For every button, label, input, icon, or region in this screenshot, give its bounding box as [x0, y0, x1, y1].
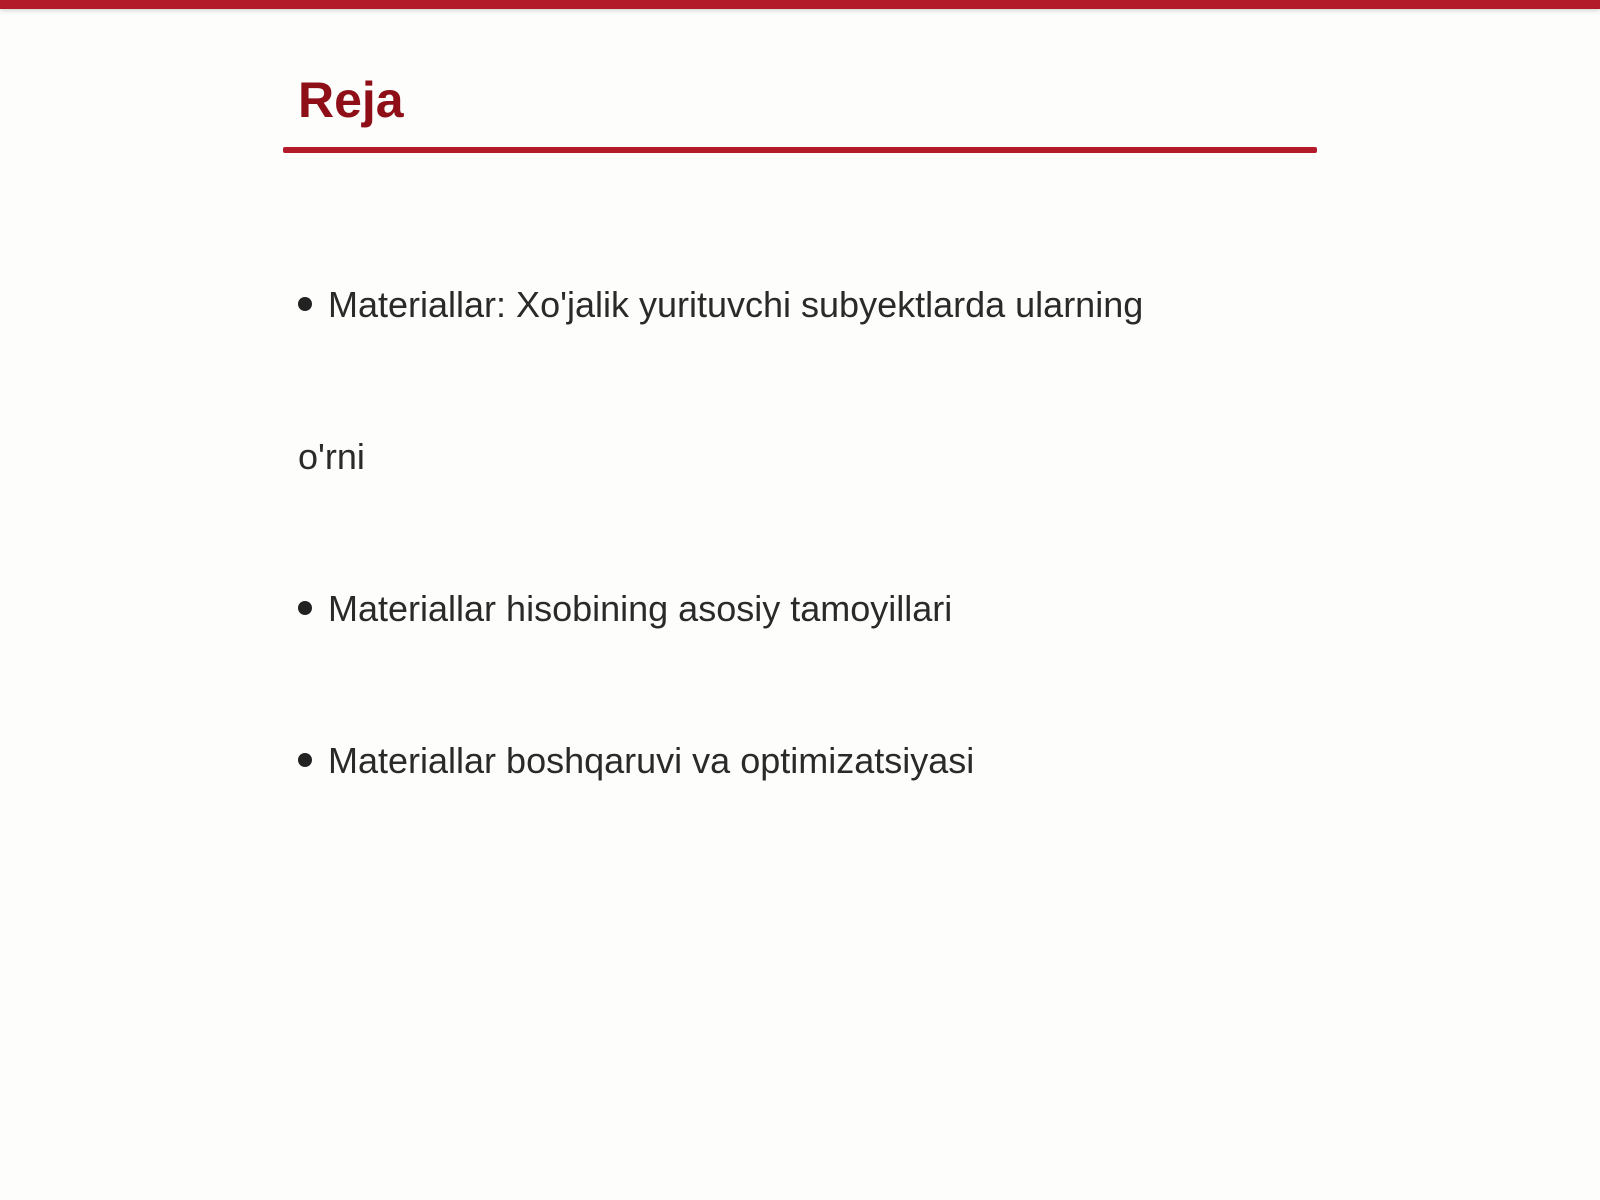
bullet-icon	[298, 297, 312, 311]
bullet-item	[298, 587, 952, 631]
bullet-text: Materiallar: Xo'jalik yurituvchi subyektlarda ularning	[328, 284, 1144, 325]
bullet-text: o'rni	[298, 436, 365, 477]
bullet-continuation	[298, 435, 365, 479]
slide-title: Reja	[298, 72, 404, 128]
title-underline	[283, 147, 1317, 153]
bullet-icon	[298, 601, 312, 615]
bullet-text: Materiallar hisobining asosiy tamoyillari	[328, 588, 953, 629]
bullet-item	[298, 739, 974, 783]
bullet-text: Materiallar boshqaruvi va optimizatsiyasi	[328, 740, 975, 781]
bullet-item	[298, 283, 1143, 327]
bullet-icon	[298, 753, 312, 767]
top-accent-bar	[0, 0, 1600, 9]
